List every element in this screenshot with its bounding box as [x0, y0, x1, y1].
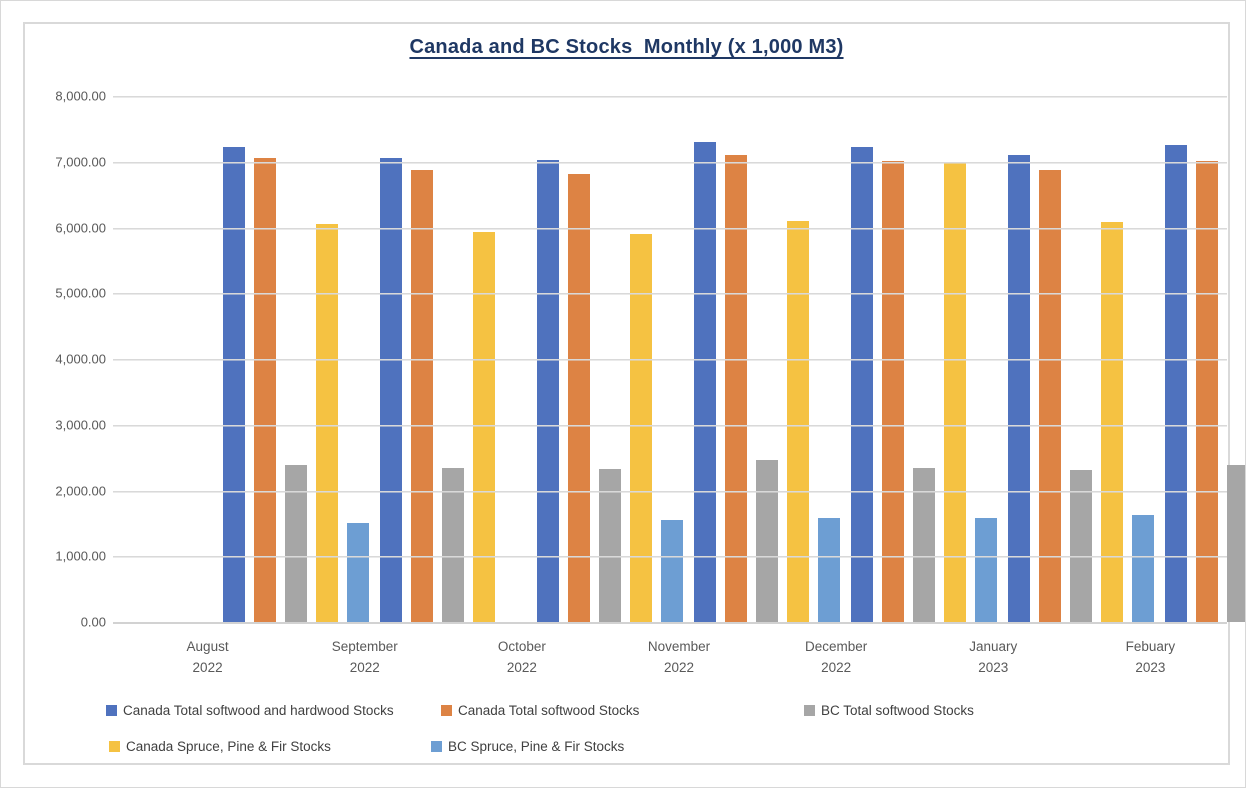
y-axis-tick-label: 4,000.00	[55, 351, 106, 367]
x-axis-label: August 2022	[186, 639, 229, 675]
gridline	[113, 491, 1227, 492]
legend-swatch-gray	[804, 705, 815, 716]
y-axis-tick-label: 7,000.00	[55, 154, 106, 170]
bar	[599, 469, 621, 622]
bar	[1165, 145, 1187, 622]
bar	[1008, 155, 1030, 622]
bar	[537, 160, 559, 622]
x-axis-label: Febuary 2023	[1125, 639, 1176, 675]
bar	[568, 174, 590, 622]
x-axis-line	[113, 622, 1227, 624]
bar	[411, 170, 433, 622]
bar	[975, 518, 997, 622]
plot-area	[113, 96, 1227, 622]
y-axis-tick-label: 6,000.00	[55, 220, 106, 235]
bar	[882, 161, 904, 622]
y-axis-tick-label: 0.00	[80, 614, 106, 630]
gridline	[113, 556, 1227, 557]
bar	[473, 232, 495, 622]
y-axis-tick-label: 5,000.00	[55, 285, 106, 301]
chart-frame	[23, 22, 1230, 765]
gridline	[113, 96, 1227, 97]
legend-swatch-lightblue	[431, 741, 442, 752]
legend-item	[431, 739, 624, 754]
legend-item	[441, 703, 639, 718]
bar	[1070, 470, 1092, 622]
y-axis-tick-label: 2,000.00	[55, 483, 106, 498]
bar	[787, 221, 809, 622]
bar	[661, 520, 683, 622]
x-axis-label: November 2022	[647, 639, 711, 675]
gridline	[113, 359, 1227, 360]
bar	[285, 465, 307, 622]
bar	[694, 142, 716, 622]
legend-item	[109, 739, 331, 754]
bar	[1132, 515, 1154, 622]
bar	[1101, 222, 1123, 622]
bar	[1196, 161, 1218, 622]
y-axis-tick-label: 1,000.00	[55, 548, 106, 564]
legend-item	[804, 703, 974, 718]
x-axis	[129, 636, 1229, 678]
bar	[1039, 170, 1061, 622]
legend-swatch-orange	[441, 705, 452, 716]
legend-label: BC Total softwood Stocks	[821, 703, 974, 718]
y-axis-tick-label: 8,000.00	[55, 88, 106, 104]
y-axis	[25, 88, 106, 630]
gridline	[113, 425, 1227, 426]
x-axis-label: January 2023	[969, 639, 1018, 675]
gridline	[113, 162, 1227, 163]
legend-swatch-blue	[106, 705, 117, 716]
x-axis-label: September 2022	[331, 639, 398, 675]
bar	[756, 460, 778, 622]
bar	[1227, 465, 1246, 622]
x-axis-label: October 2022	[497, 639, 546, 675]
gridline	[113, 293, 1227, 294]
legend-item	[106, 703, 394, 718]
bar	[725, 155, 747, 622]
legend-label: Canada Total softwood Stocks	[458, 703, 640, 718]
legend-label: Canada Spruce, Pine & Fir Stocks	[126, 739, 331, 754]
bar	[944, 162, 966, 622]
legend-swatch-yellow	[109, 741, 120, 752]
bar	[316, 224, 338, 622]
gridline	[113, 228, 1227, 229]
bar	[851, 147, 873, 622]
legend-label: BC Spruce, Pine & Fir Stocks	[448, 739, 625, 754]
bar	[223, 147, 245, 622]
y-axis-tick-label: 3,000.00	[55, 417, 106, 433]
legend-label: Canada Total softwood and hardwood Stocks	[123, 703, 394, 718]
chart-title: Canada and BC Stocks Monthly (x 1,000 M3)	[409, 36, 844, 58]
x-axis-label: December 2022	[804, 639, 868, 675]
bar	[347, 523, 369, 622]
bar	[818, 518, 840, 622]
